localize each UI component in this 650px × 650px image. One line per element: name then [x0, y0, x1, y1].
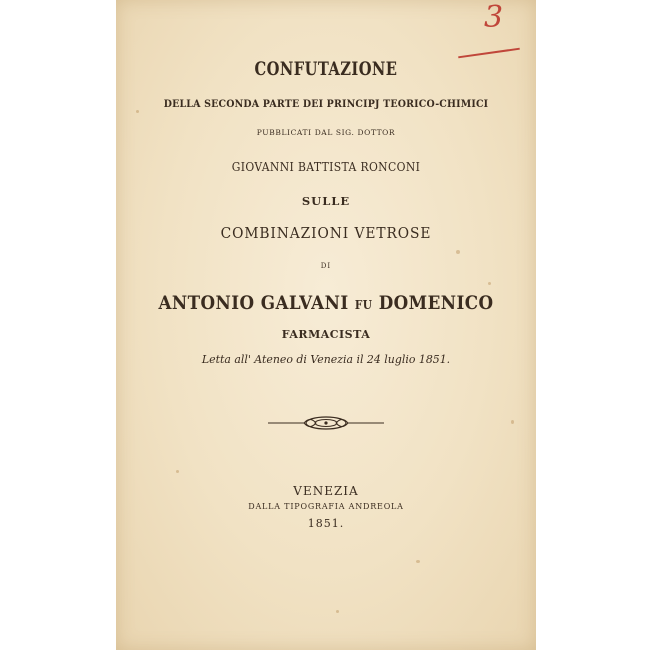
author-fu: FU [354, 298, 373, 312]
subtitle-line-1: DELLA SECONDA PARTE DEI PRINCIPJ TEORICO-CHIMICI [163, 98, 489, 110]
author-name [141, 292, 511, 314]
subtitle-line-3: GIOVANNI BATTISTA RONCONI [231, 160, 421, 174]
subtitle-line-6: DI [320, 262, 332, 270]
subtitle-line-4: SULLE [301, 194, 351, 208]
subtitle-line-2: PUBBLICATI DAL SIG. DOTTOR [256, 128, 396, 137]
imprint-year: 1851. [307, 517, 345, 530]
imprint-city: VENEZIA [293, 484, 359, 498]
shelf-mark: 3 [484, 0, 504, 35]
author-last-name: DOMENICO [378, 292, 494, 314]
imprint-printer: DALLA TIPOGRAFIA ANDREOLA [248, 502, 404, 511]
document-title: CONFUTAZIONE [254, 58, 398, 80]
author-profession: FARMACISTA [281, 328, 371, 341]
author-first-name: ANTONIO GALVANI [158, 292, 349, 314]
subtitle-line-5: COMBINAZIONI VETROSE [220, 224, 432, 242]
reading-note: Letta all' Ateneo di Venezia il 24 luglio 1851. [201, 352, 451, 366]
ornament-divider-icon [266, 414, 386, 432]
document-page [116, 0, 536, 650]
